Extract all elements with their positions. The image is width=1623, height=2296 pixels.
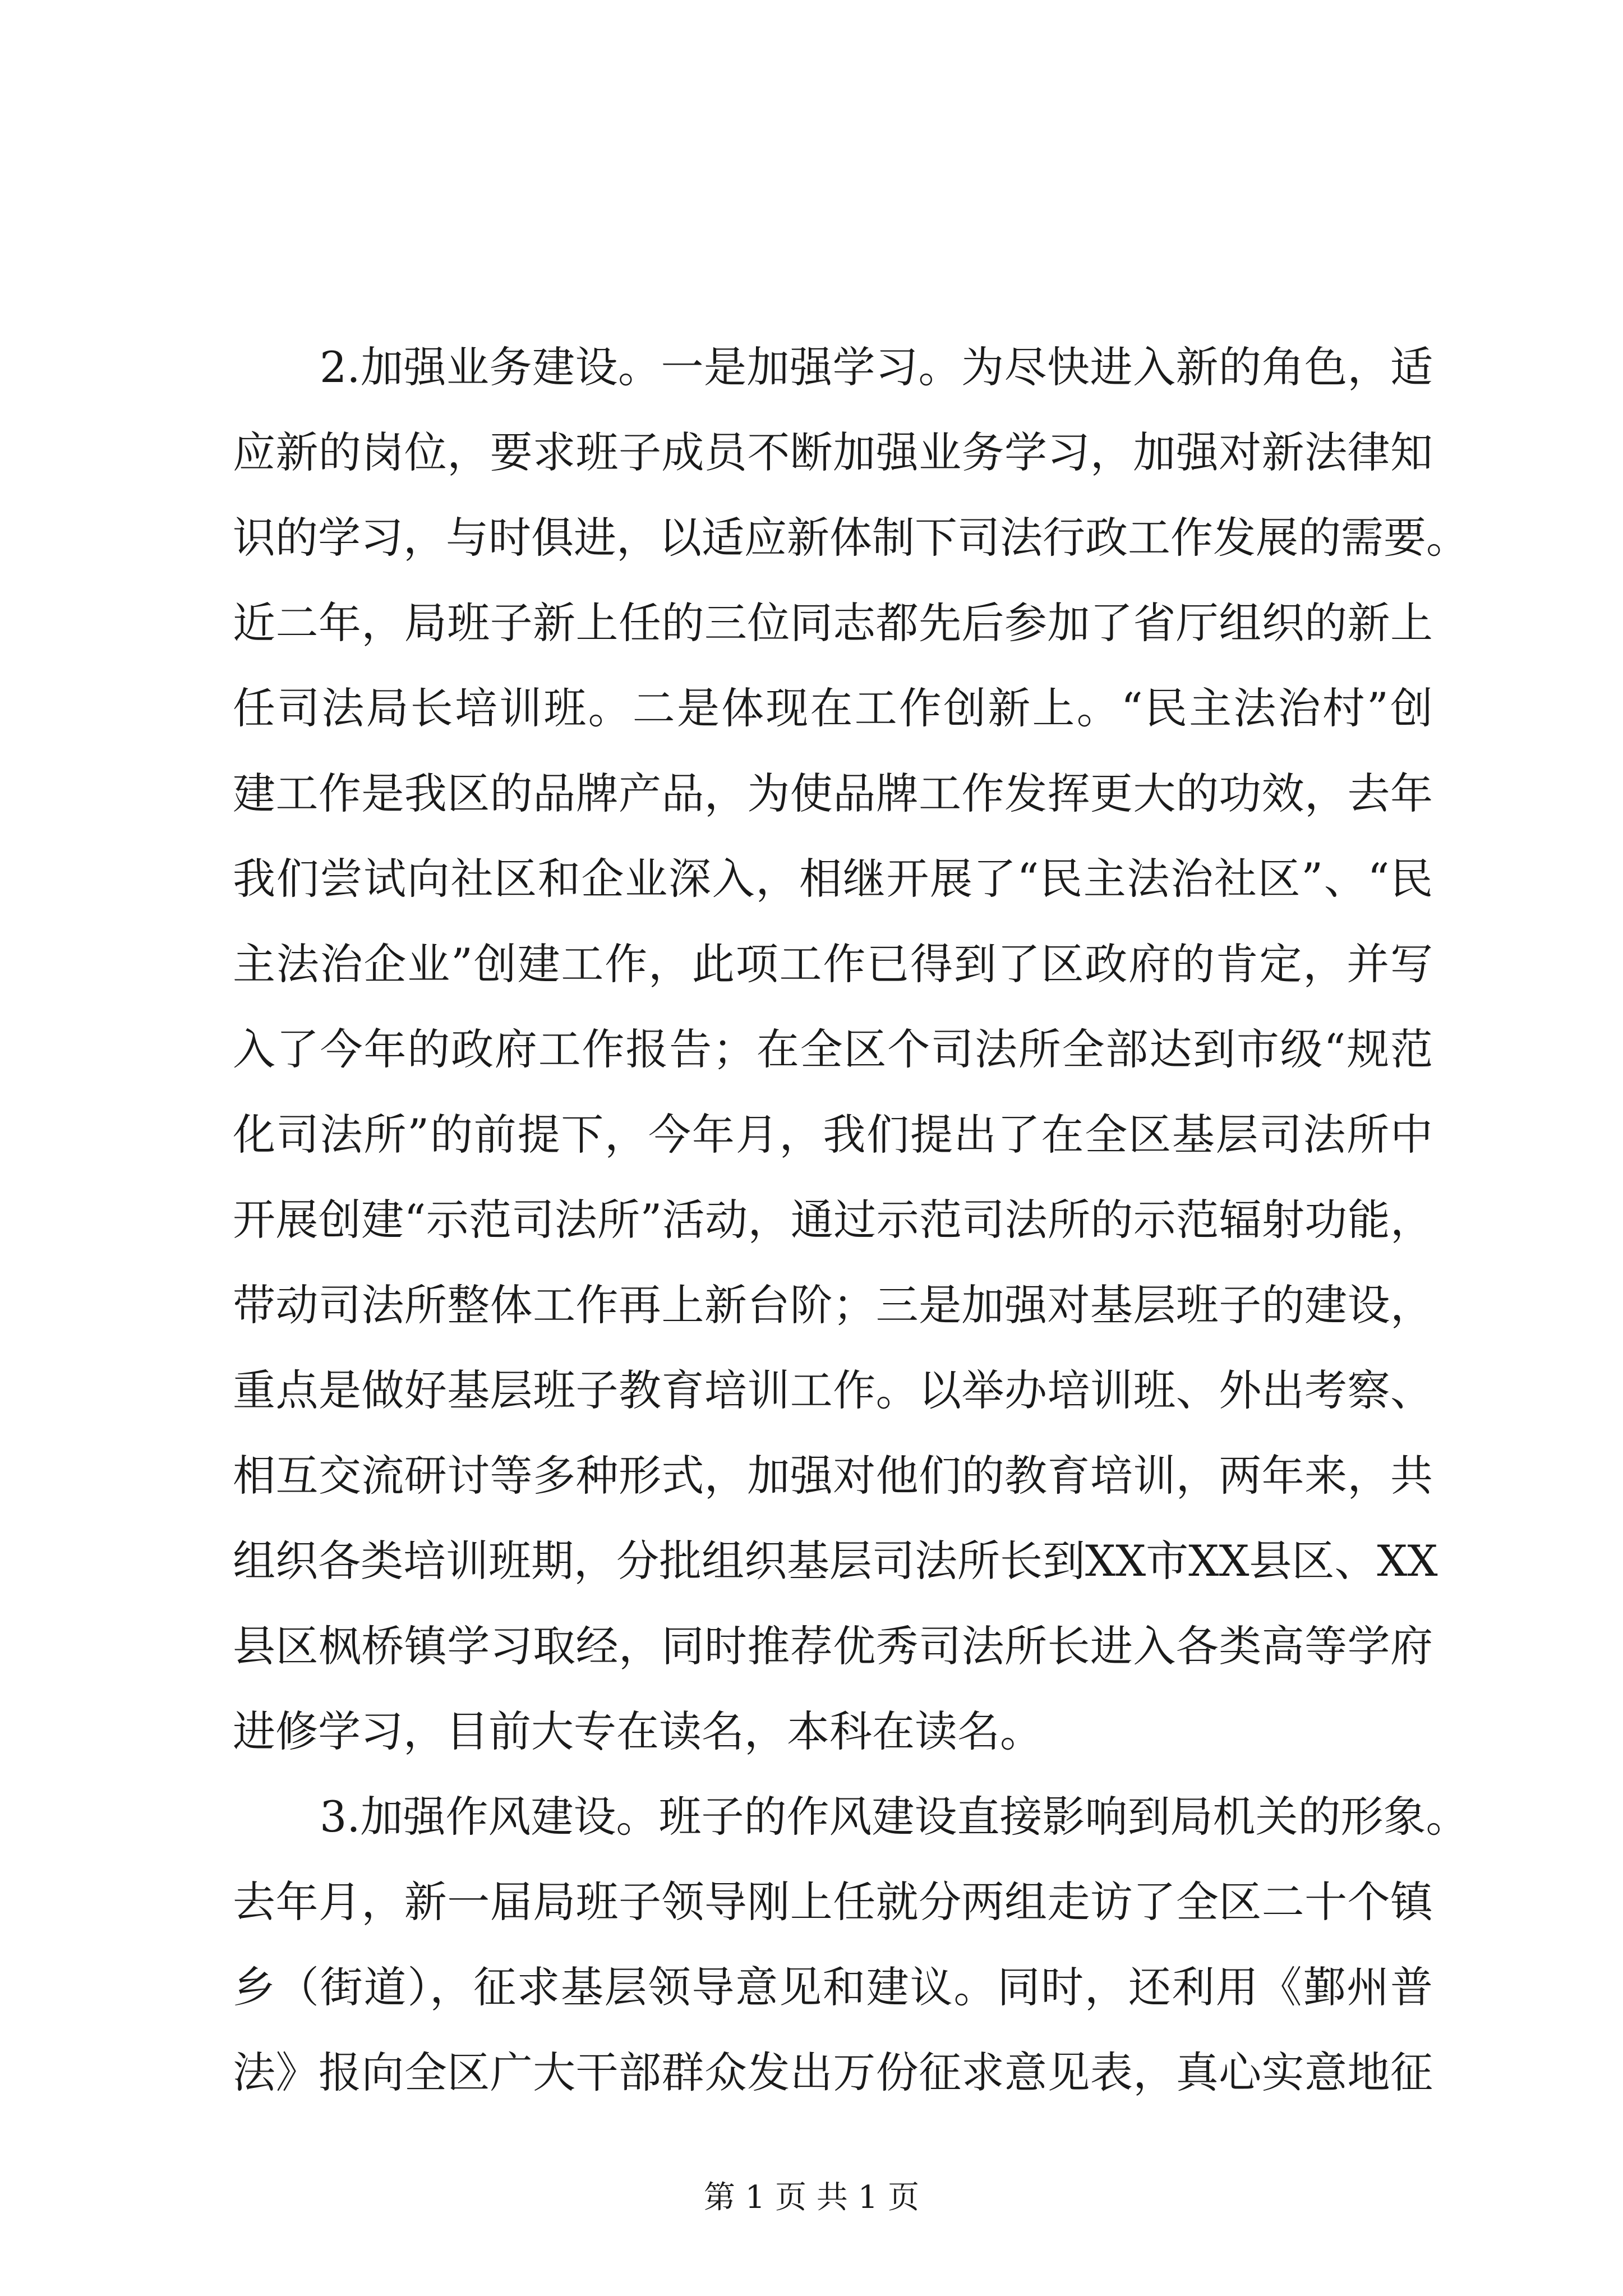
paragraph-3-line-2: 去年月，新一届局班子领导刚上任就分两组走访了全区二十个镇 bbox=[233, 1877, 1433, 1927]
paragraph-2-line-3: 识的学习，与时俱进，以适应新体制下司法行政工作发展的需要。 bbox=[233, 513, 1469, 563]
paragraph-3-line-3: 乡（街道），征求基层领导意见和建议。同时，还利用《鄞州普 bbox=[233, 1962, 1433, 2012]
page-number-footer: 第 1 页 共 1 页 bbox=[703, 2179, 920, 2216]
paragraph-2-line-15: 组织各类培训班期，分批组织基层司法所长到XX市XX县区、XX bbox=[233, 1536, 1438, 1586]
paragraph-2-line-17: 进修学习，目前大专在读名，本科在读名。 bbox=[233, 1706, 1043, 1756]
paragraph-2-line-8: 主法治企业”创建工作，此项工作已得到了区政府的肯定，并写 bbox=[233, 939, 1433, 989]
paragraph-2-line-2: 应新的岗位，要求班子成员不断加强业务学习，加强对新法律知 bbox=[233, 427, 1433, 477]
paragraph-2-line-12: 带动司法所整体工作再上新台阶；三是加强对基层班子的建设， bbox=[233, 1280, 1433, 1330]
paragraph-2-line-14: 相互交流研讨等多种形式，加强对他们的教育培训，两年来，共 bbox=[233, 1451, 1433, 1501]
paragraph-2-line-10: 化司法所”的前提下，今年月，我们提出了在全区基层司法所中 bbox=[233, 1110, 1433, 1159]
paragraph-3-line-1: 3.加强作风建设。班子的作风建设直接影响到局机关的形象。 bbox=[320, 1792, 1469, 1842]
paragraph-2-line-11: 开展创建“示范司法所”活动，通过示范司法所的示范辐射功能， bbox=[233, 1195, 1433, 1245]
paragraph-2-line-16: 县区枫桥镇学习取经，同时推荐优秀司法所长进入各类高等学府 bbox=[233, 1621, 1433, 1671]
paragraph-2-line-9: 入了今年的政府工作报告；在全区个司法所全部达到市级“规范 bbox=[233, 1024, 1433, 1074]
paragraph-2-line-5: 任司法局长培训班。二是体现在工作创新上。“民主法治村”创 bbox=[233, 683, 1433, 733]
paragraph-2-line-7: 我们尝试向社区和企业深入，相继开展了“民主法治社区”、“民 bbox=[233, 854, 1433, 904]
paragraph-2-line-1: 2.加强业务建设。一是加强学习。为尽快进入新的角色，适 bbox=[320, 342, 1433, 392]
paragraph-2-line-4: 近二年，局班子新上任的三位同志都先后参加了省厅组织的新上 bbox=[233, 598, 1433, 648]
paragraph-2-line-13: 重点是做好基层班子教育培训工作。以举办培训班、外出考察、 bbox=[233, 1365, 1433, 1415]
paragraph-2-line-6: 建工作是我区的品牌产品，为使品牌工作发挥更大的功效，去年 bbox=[233, 769, 1433, 818]
paragraph-3-line-4: 法》报向全区广大干部群众发出万份征求意见表，真心实意地征 bbox=[233, 2047, 1433, 2097]
